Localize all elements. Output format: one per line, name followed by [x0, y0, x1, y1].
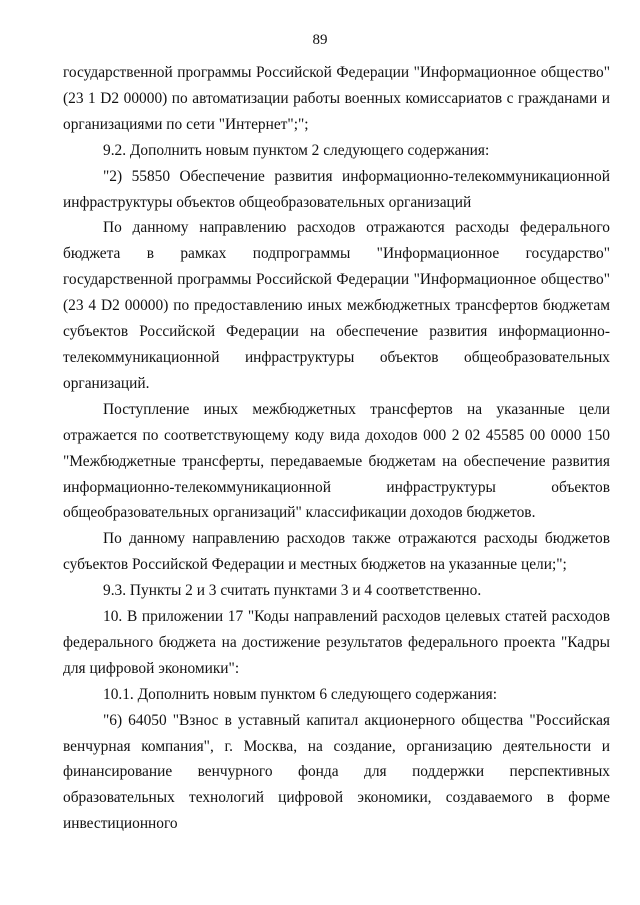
paragraph-10-1: 10.1. Дополнить новым пунктом 6 следующего содержания: — [103, 685, 497, 703]
paragraph-9-2: 9.2. Дополнить новым пунктом 2 следующего содержания: — [103, 141, 490, 159]
paragraph-item-2-55850: "2) 55850 Обеспечение развития информационно-телекоммуникационной инфраструктуры объектов общеобразовательных организаций — [63, 167, 610, 211]
paragraph-9-3: 9.3. Пункты 2 и 3 считать пунктами 3 и 4 соответственно. — [103, 582, 482, 600]
document-body — [63, 60, 610, 837]
paragraph-also-expenses: По данному направлению расходов также отражаются расходы бюджетов субъектов Российской Федерации и местных бюджетов на указанные цели;"; — [63, 530, 610, 574]
paragraph-continuation: государственной программы Российской Федерации "Информационное общество" (23 1 D2 00000) по автоматизации работы военных комиссариатов с гражданами и организациями по сети "Интернет";"; — [63, 64, 610, 133]
page-number: 89 — [312, 32, 328, 48]
paragraph-item-6-64050: "6) 64050 "Взнос в уставный капитал акционерного общества "Российская венчурная компания", г. Москва, на создание, организацию деятельности и финансирование венчурного фонда для поддержки перспективных образовательных технологий цифровой экономики, создаваемого в форме инвестиционного — [63, 711, 610, 833]
paragraph-expenses-direction: По данному направлению расходов отражаются расходы федерального бюджета в рамках подпрограммы "Информационное государство" государственной программы Российской Федерации "Информационное общество" (23 4 D2 00000) по предоставлению иных межбюджетных трансфертов бюджетам субъектов Российской Федерации на обеспечение развития информационно-телекоммуникационной инфраструктуры объектов общеобразовательных организаций. — [63, 219, 610, 392]
paragraph-transfers-receipt: Поступление иных межбюджетных трансфертов на указанные цели отражается по соответствующему коду вида доходов 000 2 02 45585 00 0000 150 "Межбюджетные трансферты, передаваемые бюджетам на обеспечение развития информационно-телекоммуникационной инфраструктуры объектов общеобразовательных организаций" классификации доходов бюджетов. — [63, 400, 610, 522]
paragraph-10: 10. В приложении 17 "Коды направлений расходов целевых статей расходов федерального бюджета на достижение результатов федерального проекта "Кадры для цифровой экономики": — [63, 608, 610, 677]
